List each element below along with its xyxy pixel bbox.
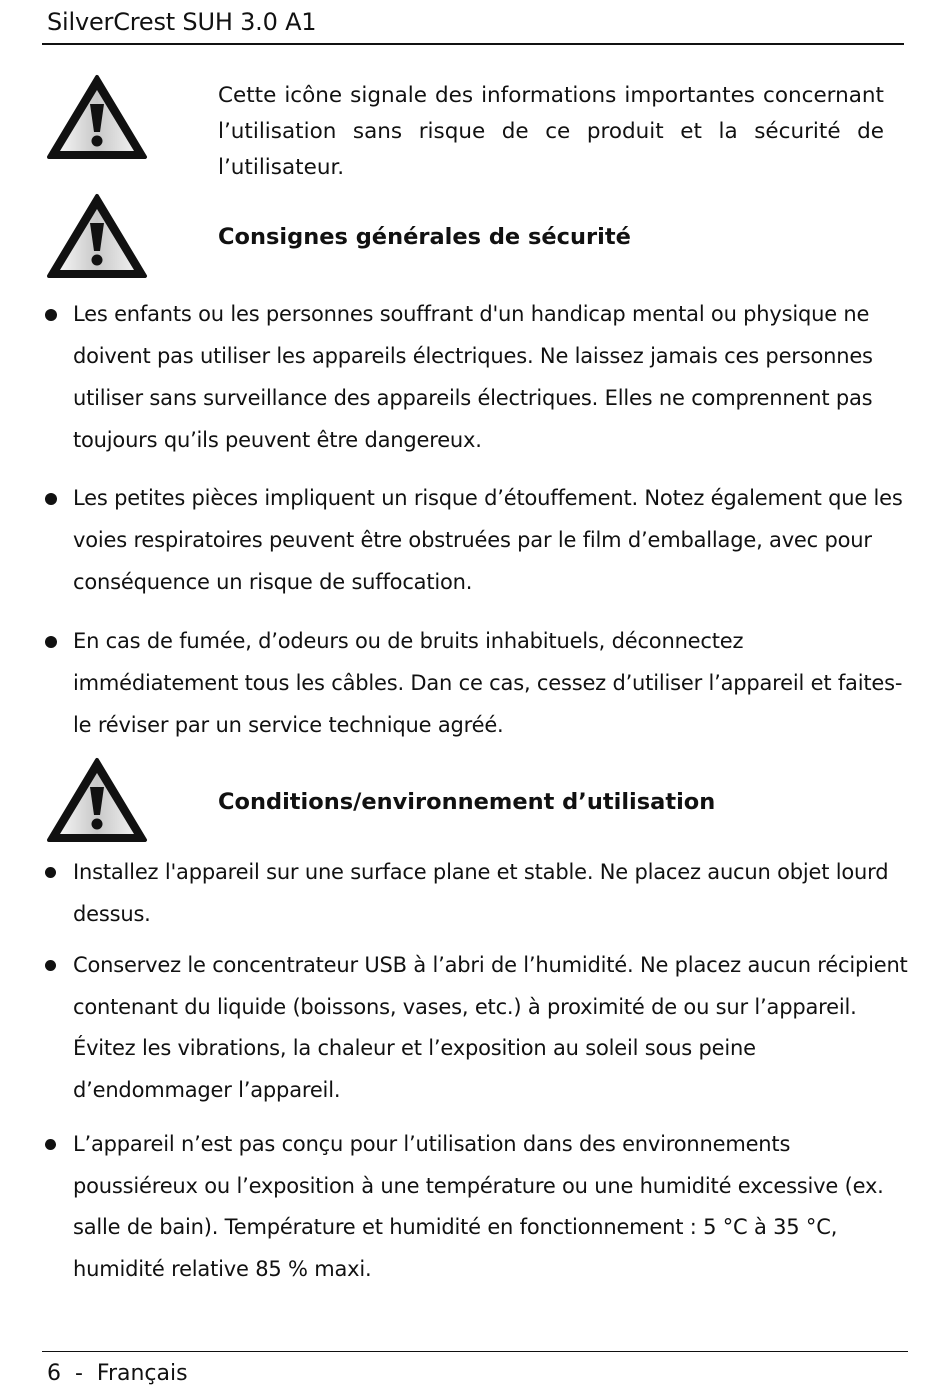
list-item xyxy=(45,293,910,461)
list-item-text: En cas de fumée, d’odeurs ou de bruits inhabituels, déconnectez immédiatement tous les câbles. Dan ce cas, cessez d’utiliser l’appareil et faites-le réviser par un service technique agréé. xyxy=(73,629,903,737)
bullet-icon xyxy=(45,309,57,321)
bullet-icon xyxy=(45,493,57,505)
bullet-icon xyxy=(45,960,56,971)
list-item xyxy=(45,945,910,1111)
section-heading-safety: Consignes générales de sécurité xyxy=(218,224,631,250)
intro-text: Cette icône signale des informations importantes concernant l’utilisation sans risque de ce produit et la sécurité de l’utilisateur. xyxy=(218,83,884,180)
list-item-text: Installez l'appareil sur une surface plane et stable. Ne placez aucun objet lourd dessus. xyxy=(73,860,889,926)
list-item-text: L’appareil n’est pas conçu pour l’utilisation dans des environnements poussiéreux ou l’exposition à une température ou une humidité excessive (ex. salle de bain). Température et humidité en fonctionnement : 5 °C à 35 °C, humidité relative 85 % maxi. xyxy=(73,1132,884,1281)
bullet-icon xyxy=(45,1139,56,1150)
header-divider xyxy=(42,43,904,45)
list-item xyxy=(45,1124,910,1290)
bullet-icon xyxy=(45,867,56,878)
list-item-text: Les petites pièces impliquent un risque d’étouffement. Notez également que les voies respiratoires peuvent être obstruées par le film d’emballage, avec pour conséquence un risque de suffocation. xyxy=(73,486,903,594)
bullet-icon xyxy=(45,636,57,648)
list-item-text: Conservez le concentrateur USB à l’abri de l’humidité. Ne placez aucun récipient contenant du liquide (boissons, vases, etc.) à proximité de ou sur l’appareil. Évitez les vibrations, la chaleur et l’exposition au soleil sous peine d’endommager l’appareil. xyxy=(73,953,908,1102)
section-heading-conditions: Conditions/environnement d’utilisation xyxy=(218,789,716,815)
list-item xyxy=(45,477,910,603)
warning-triangle-icon xyxy=(46,74,148,162)
list-item xyxy=(45,620,910,746)
footer-divider xyxy=(42,1351,908,1352)
warning-triangle-icon xyxy=(46,757,148,845)
list-item xyxy=(45,852,910,935)
header-title: SilverCrest SUH 3.0 A1 xyxy=(47,8,317,36)
page-number: 6 - Français xyxy=(47,1361,188,1386)
warning-triangle-icon xyxy=(46,193,148,281)
list-item-text: Les enfants ou les personnes souffrant d'un handicap mental ou physique ne doivent pas utiliser les appareils électriques. Ne laissez jamais ces personnes utiliser sans surveillance des appareils électriques. Elles ne comprennent pas toujours qu’ils peuvent être dangereux. xyxy=(73,302,873,452)
